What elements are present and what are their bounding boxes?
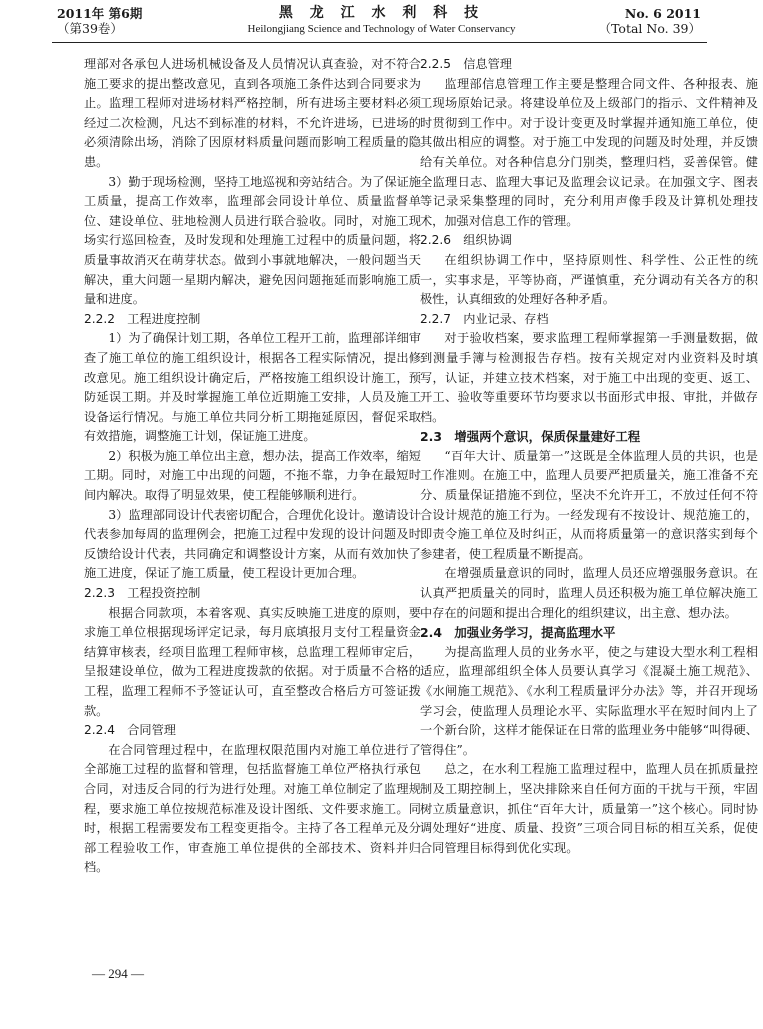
section-heading-2-2-4: 2.2.4 合同管理 (84, 723, 176, 738)
issue-number-info (599, 6, 701, 36)
paragraph: “百年大计、质量第一”这既是全体监理人员的共识，也是工作准则。在施工中，监理人员要严把质量关，施工准备不充分、质量保证措施不到位，坚决不允许开工，不放过任何不符合设计规范的施工行为。一经发现有不按设计、规范施工的，即责令施工单位及时纠正，从而将质量第一的意识落实到每个参建者，使工程质量不断提高。 (420, 448, 758, 561)
paragraph: 总之，在水利工程施工监理过程中，监理人员在抓质量控制及工期控制上，坚决排除来自任何方面的干扰与干预，牢固树立质量意识，抓住“百年大计，质量第一”这个核心。同时协调处理好“进度、质量、投资”三项合同目标的相互关系，促使合同管理目标得到优化实现。 (420, 762, 758, 855)
paragraph: 根据合同款项，本着客观、真实反映施工进度的原则，要求施工单位根据现场评定记录，每月底填报月支付工程量资金结算审核表，经项目监理工程师审核，总监理工程师审定后，呈报建设单位，做为工程进度拨款的依据。对于质量不合格的工程，监理工程师不予签证认可，直至整改合格后方可签证拨款。 (84, 605, 421, 718)
journal-title-cn: 黑 龙 江 水 利 科 技 (278, 5, 485, 21)
right-column (420, 55, 758, 858)
paragraph: 1）为了确保计划工期，各单位工程开工前，监理部详细审查了施工单位的施工组织设计，根据各工程实际情况，提出修改意见。施工组织设计确定后，严格按施工组织设计施工，预防延误工期。并及时掌握施工单位近期施工安排，人员及施工设备运行情况。与施工单位共同分析工期拖延原因，督促采取有效措施，调整施工计划，保证施工进度。 (84, 331, 421, 444)
issue-number: No. 6 2011 (624, 6, 701, 21)
page-number: — 294 — (92, 966, 144, 981)
paragraph: 在组织协调工作中，坚持原则性、科学性、公正性的统一，实事求是，平等协商，严谨慎重，充分调动有关各方的积极性，认真细致的处理好各种矛盾。 (420, 252, 758, 307)
paragraph: 2）积极为施工单位出主意，想办法，提高工作效率，缩短工期。同时，对施工中出现的问题，不拖不靠，力争在最短时间内解决。取得了明显效果，使工程能够顺利进行。 (84, 448, 421, 503)
issue-year-number: 2011年 第6期 (57, 6, 143, 21)
total-number: （Total No. 39） (598, 21, 701, 36)
paragraph: 在合同管理过程中，在监理权限范围内对施工单位进行了全部施工过程的监督和管理，包括监督施工单位严格执行承包合同，对违反合同的行为进行处理。对施工单位制定了监理规程，要求施工单位按规范标准及设计图纸、文件要求施工。同时，根据工程需要发布工程变更指令。主持了各工程单元及分部工程验收工作，审查施工单位提供的全部技术、资料并归档。 (84, 742, 421, 875)
journal-title-en: Heilongjiang Science and Technology of Water Conservancy (247, 23, 516, 35)
section-heading-2-3: 2.3 增强两个意识，保质保量建好工程 (420, 429, 641, 445)
section-heading-2-2-2: 2.2.2 工程进度控制 (84, 311, 201, 326)
paragraph: 理部对各承包人进场机械设备及人员情况认真查验，对不符合施工要求的提出整改意见，直到各项施工条件达到合同要求为止。监理工程师对进场材料严格控制，所有进场主要材料必须经过二次检测，凡达不到标准的材料，不允许进场，已进场的必须清除出场，消除了因原材料质量问题而影响工程质量的隐患。 (84, 57, 421, 169)
paragraph: 监理部信息管理工作主要是整理合同文件、各种报表、施工现场原始记录。将建设单位及上级部门的指示、文件精神及时贯彻到工作中。对于设计变更及时掌握并通知施工单位，使其做出相应的调整。对于施工中发现的问题及时处理，并反馈给有关单位。对各种信息分门别类，整理归档，妥善保管。健全监理日志、监理大事记及监理会议记录。在加强文字、图表等记录采集整理的同时，充分利用声像手段及计算机处理技术，加强对信息工作的管理。 (420, 76, 758, 228)
paragraph: 3）勤于现场检测，坚持工地巡视和旁站结合。为了保证施工质量，提高工作效率，监理部会同设计单位、质量监督单位、建设单位、驻地检测人员进行联合验收。同时，对施工现场实行巡回检查，及时发现和处理施工过程中的质量问题，将质量事故消灭在萌芽状态。做到小事就地解决，一般问题当天解决，重大问题一星期内解决，避免因问题拖延而影响施工质量和进度。 (84, 174, 421, 307)
header-divider (52, 42, 707, 43)
paragraph: 3）监理部同设计代表密切配合，合理优化设计。邀请设计代表参加每周的监理例会，把施工过程中发现的设计问题及时反馈给设计代表，共同确定和调整设计方案，从而有效加快了施工进度，保证了施工质量，使工程设计更加合理。 (84, 507, 421, 581)
issue-volume: （第39卷） (57, 21, 123, 36)
paragraph: 对于验收档案，要求监理工程师掌握第一手测量数据，做到测量手簿与检测报告存档。按有关规定对内业资料及时填写，认证，并建立技术档案，对于施工中出现的变更、返工、开工、验收等重要环节均要求以书面形式申报、审批，并做存档。 (420, 331, 758, 424)
page-header (0, 0, 763, 46)
section-heading-2-2-6: 2.2.6 组织协调 (420, 233, 512, 248)
paragraph: 为提高监理人员的业务水平，使之与建设大型水利工程相适应，监理部组织全体人员要认真学习《混凝土施工规范》、《水闸施工规范》、《水利工程质量评分办法》等，并召开现场学习会，使监理人员理论水平、实际监理水平在短时间内上了一个新台阶，这样才能保证在日常的监理业务中能够“叫得硬、管得住”。 (420, 644, 758, 757)
left-column (84, 55, 421, 878)
section-heading-2-2-7: 2.2.7 内业记录、存档 (420, 311, 549, 326)
paragraph: 在增强质量意识的同时，监理人员还应增强服务意识。在认真严把质量关的同时，监理人员还积极为施工单位解决施工中存在的问题和提出合理化的组织建议，出主意、想办法。 (420, 566, 758, 620)
section-heading-2-2-3: 2.2.3 工程投资控制 (84, 586, 201, 601)
section-heading-2-4: 2.4 加强业务学习，提高监理水平 (420, 625, 616, 641)
section-heading-2-2-5: 2.2.5 信息管理 (420, 57, 512, 71)
